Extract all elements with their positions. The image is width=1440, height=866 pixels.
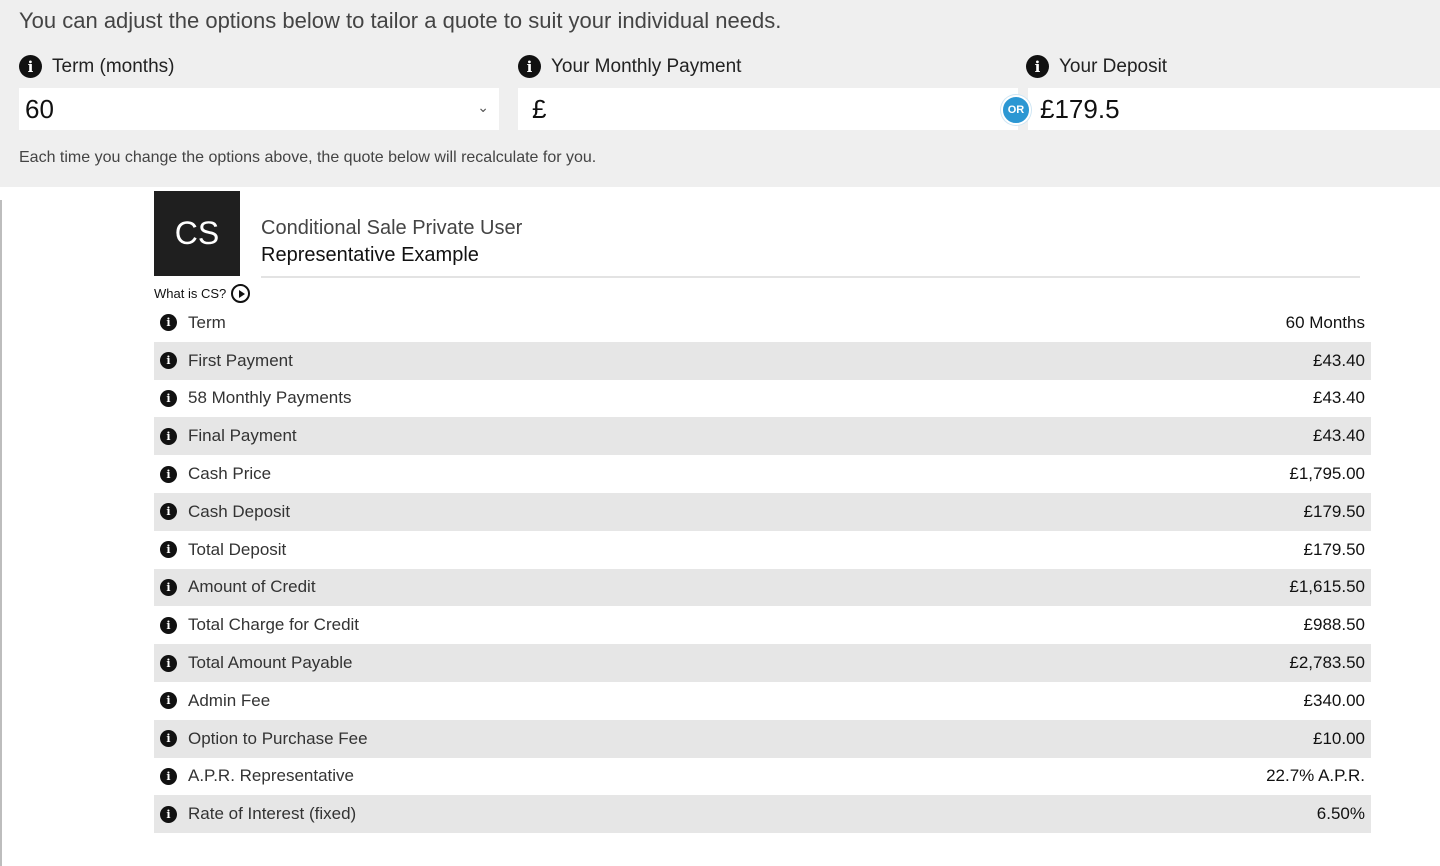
play-circle-icon[interactable]: [231, 284, 250, 303]
quote-row-label: A.P.R. Representative: [188, 766, 354, 786]
quote-row-label: Cash Deposit: [188, 501, 291, 521]
quote-row-value: £179.50: [1303, 539, 1365, 559]
quote-row-label-group: [160, 502, 290, 522]
quote-row-label-group: [160, 804, 356, 824]
quote-options-panel: [0, 0, 1440, 187]
quote-row: [154, 758, 1371, 796]
monthly-payment-label-text: Your Monthly Payment: [551, 55, 742, 77]
quote-row: [154, 380, 1371, 418]
quote-row-label: Total Deposit: [188, 539, 287, 559]
info-icon[interactable]: i: [160, 806, 177, 823]
quote-row-label-group: [160, 577, 316, 597]
term-label-text: Term (months): [52, 55, 175, 77]
quote-row-label: 58 Monthly Payments: [188, 388, 352, 408]
quote-row-label: Final Payment: [188, 426, 297, 446]
monthly-payment-value: £: [532, 93, 547, 124]
info-icon[interactable]: i: [1026, 55, 1049, 78]
quote-row-label-group: [160, 766, 354, 786]
quote-row: [154, 720, 1371, 758]
quote-row-label-group: [160, 691, 270, 711]
quote-row-label: Cash Price: [188, 464, 272, 484]
quote-row-label-group: [160, 653, 352, 673]
quote-row-label: First Payment: [188, 350, 293, 370]
info-icon[interactable]: i: [160, 541, 177, 558]
quote-row: [154, 795, 1371, 833]
quote-row-label: Term: [188, 312, 226, 332]
quote-row-value: £2,783.50: [1289, 653, 1365, 673]
quote-row-label: Amount of Credit: [188, 577, 316, 597]
quote-row: [154, 493, 1371, 531]
quote-row-value: £340.00: [1303, 690, 1365, 710]
term-label: [19, 55, 174, 78]
product-subtitle: Representative Example: [261, 244, 479, 266]
info-icon[interactable]: i: [160, 428, 177, 445]
quote-row-label-group: [160, 464, 271, 484]
quote-row-label-group: [160, 351, 293, 371]
chevron-down-icon: ⌄: [477, 100, 489, 116]
info-icon[interactable]: i: [160, 503, 177, 520]
what-is-cs-link[interactable]: [154, 284, 250, 303]
term-select-value: 60: [25, 93, 54, 124]
quote-row-value: £10.00: [1313, 728, 1365, 748]
quote-row-value: £1,795.00: [1289, 464, 1365, 484]
quote-row-label: Total Charge for Credit: [188, 615, 360, 635]
deposit-value: £179.5: [1040, 93, 1120, 124]
quote-row: [154, 644, 1371, 682]
info-icon[interactable]: i: [19, 55, 42, 78]
quote-row: [154, 531, 1371, 569]
info-icon[interactable]: i: [160, 579, 177, 596]
quote-row: [154, 342, 1371, 380]
intro-text: You can adjust the options below to tailor a quote to suit your individual needs.: [19, 8, 782, 33]
quote-row-value: £43.40: [1313, 388, 1365, 408]
quote-row: [154, 417, 1371, 455]
quote-row-label: Option to Purchase Fee: [188, 728, 368, 748]
quote-row-label: Total Amount Payable: [188, 653, 353, 673]
quote-row-value: £43.40: [1313, 350, 1365, 370]
left-divider: [0, 200, 2, 866]
info-icon[interactable]: i: [160, 730, 177, 747]
quote-row-value: £988.50: [1303, 615, 1365, 635]
quote-row-label-group: [160, 615, 359, 635]
info-icon[interactable]: i: [160, 390, 177, 407]
quote-row-value: 6.50%: [1316, 804, 1365, 824]
quote-row-label: Admin Fee: [188, 690, 271, 710]
info-icon[interactable]: i: [160, 768, 177, 785]
deposit-label-text: Your Deposit: [1059, 55, 1168, 77]
quote-row-label-group: [160, 540, 286, 560]
what-is-cs-text: What is CS?: [154, 286, 227, 301]
quote-row-value: £43.40: [1313, 426, 1365, 446]
quote-row-value: £179.50: [1303, 501, 1365, 521]
quote-row-value: £1,615.50: [1289, 577, 1365, 597]
quote-row: [154, 682, 1371, 720]
product-name: Conditional Sale Private User: [261, 217, 523, 239]
info-icon[interactable]: i: [160, 352, 177, 369]
quote-row-value: 60 Months: [1285, 312, 1365, 332]
info-icon[interactable]: i: [160, 692, 177, 709]
product-logo: CS: [154, 191, 240, 276]
info-icon[interactable]: i: [160, 617, 177, 634]
info-icon[interactable]: i: [160, 466, 177, 483]
quote-row: [154, 606, 1371, 644]
or-badge: OR: [1001, 95, 1031, 125]
info-icon[interactable]: i: [160, 314, 177, 331]
quote-row: [154, 304, 1371, 342]
info-icon[interactable]: i: [518, 55, 541, 78]
monthly-payment-input[interactable]: [518, 88, 1018, 130]
quote-row: [154, 569, 1371, 607]
quote-row-label-group: [160, 729, 368, 749]
quote-row-label-group: [160, 426, 297, 446]
quote-row-value: 22.7% A.P.R.: [1266, 766, 1365, 786]
deposit-input[interactable]: [1028, 88, 1440, 130]
quote-row-label-group: [160, 388, 351, 408]
deposit-label: [1026, 55, 1167, 78]
quote-row: [154, 455, 1371, 493]
quote-table: [154, 304, 1371, 833]
header-divider: [261, 276, 1360, 278]
info-icon[interactable]: i: [160, 655, 177, 672]
monthly-payment-label: [518, 55, 741, 78]
term-select[interactable]: [19, 88, 499, 130]
quote-row-label: Rate of Interest (fixed): [188, 804, 357, 824]
recalc-note: Each time you change the options above, the quote below will recalculate for you.: [19, 149, 597, 166]
quote-row-label-group: [160, 313, 226, 333]
